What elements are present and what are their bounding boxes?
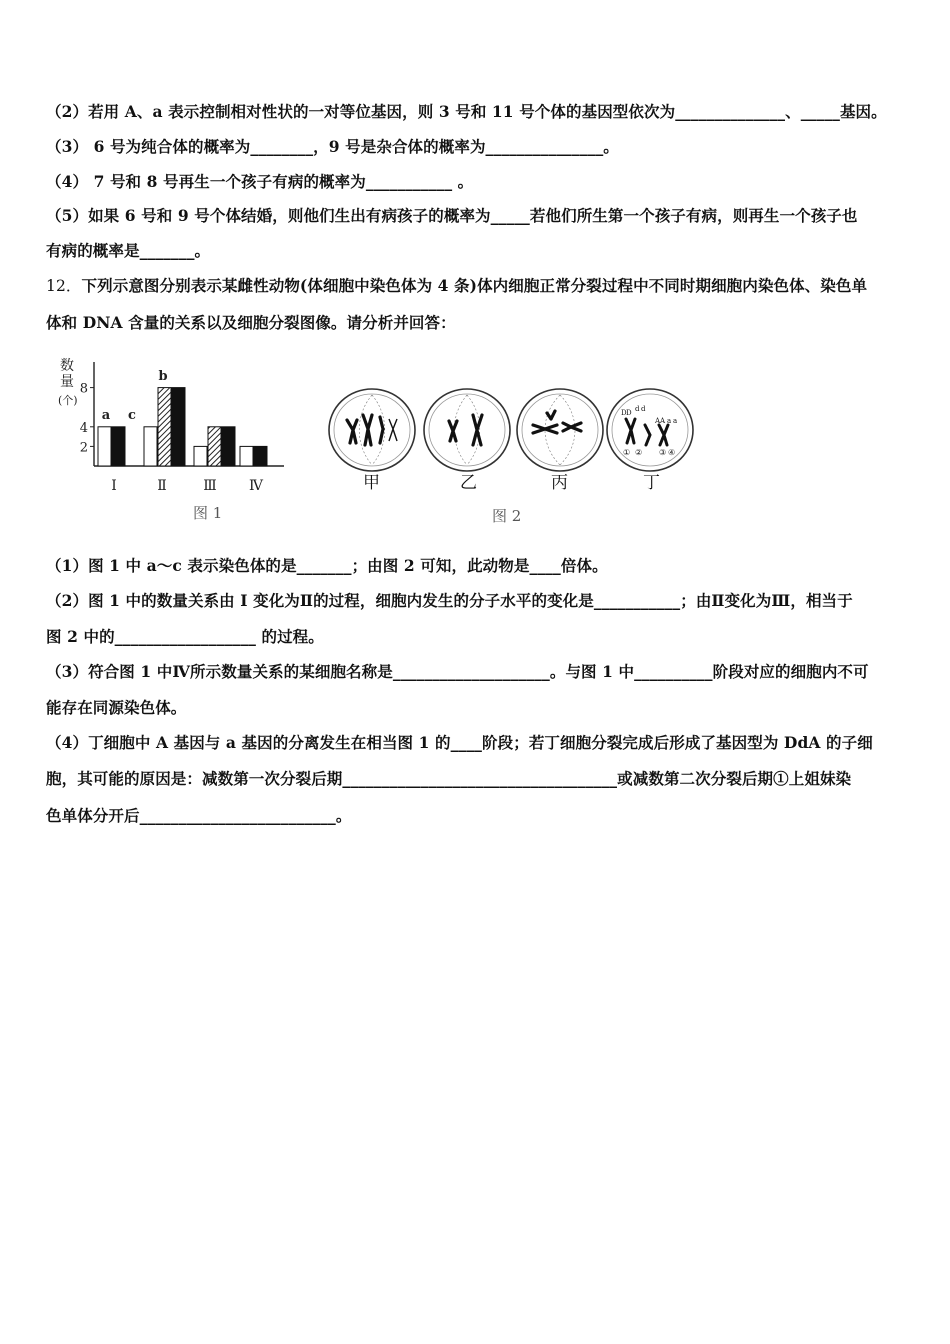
y-axis-label xyxy=(58,357,78,407)
figure-2-cells xyxy=(325,385,700,495)
circled-number: ② xyxy=(635,448,643,457)
answer-2-line: （2）图 1 中的数量关系由 I 变化为Ⅱ的过程，细胞内发生的分子水平的变化是___________；由Ⅱ变化为Ⅲ，相当于 xyxy=(46,591,853,610)
y-tick-label: 4 xyxy=(79,420,88,436)
figure-1-caption: 图 1 xyxy=(193,504,223,522)
question-2-line: （2）若用 A、a 表示控制相对性状的一对等位基因，则 3 号和 11 号个体的基因型依次为______________、_____基因。 xyxy=(46,102,887,121)
answer-3-line: （3）符合图 1 中Ⅳ所示数量关系的某细胞名称是____________________。与图 1 中__________阶段对应的细胞内不可 xyxy=(46,662,869,681)
gene-label: A xyxy=(660,417,666,425)
answer-1-line: （1）图 1 中 a～c 表示染色体的是_______；由图 2 可知，此动物是____倍体。 xyxy=(46,556,608,575)
circled-number: ① xyxy=(623,448,631,457)
bar-c xyxy=(254,446,267,466)
y-tick-label: 8 xyxy=(79,381,88,397)
answer-2-line-cont: 图 2 中的__________________ 的过程。 xyxy=(46,627,324,646)
chart-bars xyxy=(98,388,267,466)
bar-a xyxy=(240,446,253,466)
answer-4-line-cont: 胞，其可能的原因是：减数第一次分裂后期___________________________________或减数第二次分裂后期①上姐妹染 xyxy=(46,769,852,788)
x-tick-label: Ⅱ xyxy=(157,478,167,494)
x-tick-label: Ⅳ xyxy=(249,478,263,494)
circled-number: ④ xyxy=(668,448,676,457)
chromosome-group xyxy=(533,411,581,433)
answer-4-line: （4）丁细胞中 A 基因与 a 基因的分离发生在相当图 1 的____阶段；若丁细胞分裂完成后形成了基因型为 DdA 的子细 xyxy=(46,733,873,752)
cell-label-yi: 乙 xyxy=(460,473,477,493)
question-number: 12． xyxy=(46,277,82,295)
gene-label: D xyxy=(626,409,632,417)
cell-jia xyxy=(329,389,415,471)
answer-3-line-cont: 能存在同源染色体。 xyxy=(46,698,187,717)
chromosome-group xyxy=(449,415,482,445)
series-label: b xyxy=(158,369,168,384)
bar-a xyxy=(98,427,111,466)
x-tick-label: Ⅲ xyxy=(203,478,217,494)
gene-label: a xyxy=(673,417,678,425)
cell-bing xyxy=(517,389,603,471)
cell-ding xyxy=(607,389,693,471)
bar-b xyxy=(208,427,221,466)
gene-label: D xyxy=(621,409,627,417)
question-12-text: 下列示意图分别表示某雌性动物(体细胞中染色体为 4 条)体内细胞正常分裂过程中不同时期细胞内染色体、染色单 xyxy=(81,276,868,295)
gene-label: d xyxy=(635,405,640,413)
y-tick-label: 2 xyxy=(79,440,88,456)
bar-a xyxy=(194,446,207,466)
figure-1-chart xyxy=(52,352,302,527)
question-12-line1 xyxy=(46,276,867,296)
x-tick-label: Ⅰ xyxy=(111,478,117,494)
series-label: a xyxy=(101,408,111,423)
y-label-char: 数 xyxy=(60,358,74,374)
bar-c xyxy=(172,388,185,466)
figure-2-caption: 图 2 xyxy=(492,507,522,525)
x-tick-labels xyxy=(111,478,264,494)
answer-4-line-end: 色单体分开后_________________________。 xyxy=(46,806,352,825)
cell-label-bing: 丙 xyxy=(551,473,568,493)
bar-c xyxy=(112,427,125,466)
gene-label: d xyxy=(641,405,646,413)
chromosome-group xyxy=(347,415,383,445)
bar-a xyxy=(144,427,157,466)
gene-label: A xyxy=(655,417,661,425)
bar-b xyxy=(158,388,171,466)
question-12-line2: 体和 DNA 含量的关系以及细胞分裂图像。请分析并回答： xyxy=(46,313,456,332)
series-label: c xyxy=(128,408,136,423)
y-label-char: 量 xyxy=(60,374,74,390)
cell-label-ding: 丁 xyxy=(643,473,660,493)
question-3-line: （3） 6 号为纯合体的概率为________，9 号是杂合体的概率为_______________。 xyxy=(46,137,619,156)
question-4-line: （4） 7 号和 8 号再生一个孩子有病的概率为___________ 。 xyxy=(46,172,474,191)
circled-number: ③ xyxy=(659,448,667,457)
y-label-char: (个) xyxy=(58,394,78,407)
cell-label-jia: 甲 xyxy=(363,473,380,493)
cell-yi xyxy=(424,389,510,471)
gene-label: a xyxy=(667,417,672,425)
question-5-line-cont: 有病的概率是_______。 xyxy=(46,241,211,260)
y-tick-labels xyxy=(80,382,94,456)
question-5-line: （5）如果 6 号和 9 号个体结婚，则他们生出有病孩子的概率为_____若他们所生第一个孩子有病，则再生一个孩子也 xyxy=(46,206,858,225)
bar-c xyxy=(222,427,235,466)
